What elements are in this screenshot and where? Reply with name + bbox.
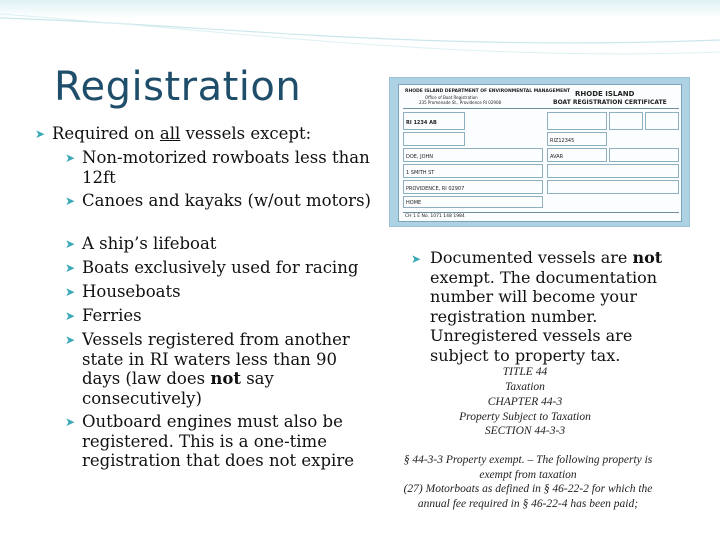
cert-agency: RHODE ISLAND DEPARTMENT OF ENVIRONMENTAL MANAGEMENT xyxy=(405,89,571,94)
bullet-arrow-icon: ➤ xyxy=(65,151,76,165)
cert-street: 1 SMITH ST xyxy=(406,170,435,176)
certificate-card xyxy=(398,84,682,222)
cert-field xyxy=(609,112,643,130)
bullet-arrow-icon: ➤ xyxy=(65,333,76,347)
documented-text: Documented vessels are xyxy=(430,248,633,267)
law-clause-motorboats: (27) Motorboats as defined in § 46-22-2 for which the annual fee required in § 46-22-4 has been paid; xyxy=(403,483,653,510)
law-chapter: CHAPTER 44-3 xyxy=(487,396,563,408)
cert-hin: RIZ12345 xyxy=(550,138,575,144)
intro-bullet xyxy=(35,124,372,144)
cert-make: AVAR xyxy=(550,154,564,160)
exception-text: Outboard engines must also be registered. This is a one-time registration that does not expire xyxy=(82,412,354,470)
cert-field xyxy=(645,112,679,130)
exception-text: Vessels registered from another state in RI waters less than 90 days (law does xyxy=(82,330,350,388)
cert-office: Office of Boat Registration xyxy=(425,95,478,100)
cert-field xyxy=(609,148,679,162)
cert-owner: DOE, JOHN xyxy=(406,154,434,160)
cert-field xyxy=(547,112,607,130)
cert-heading: BOAT REGISTRATION CERTIFICATE xyxy=(553,99,667,106)
slide-title: Registration xyxy=(54,64,302,110)
exception-text: Houseboats xyxy=(82,282,181,301)
bullet-arrow-icon: ➤ xyxy=(65,285,76,299)
cert-rule xyxy=(403,108,679,109)
law-subject: Taxation xyxy=(505,381,545,393)
exception-item xyxy=(65,258,372,278)
intro-underlined-word: all xyxy=(159,124,181,143)
bullet-arrow-icon: ➤ xyxy=(411,252,422,266)
documented-vessels-bullet xyxy=(411,248,690,365)
cert-rule xyxy=(403,212,679,213)
cert-reg-number: RI 1234 AB xyxy=(406,120,437,126)
cert-field xyxy=(547,180,679,194)
bullet-arrow-icon: ➤ xyxy=(65,261,76,275)
intro-text-end: vessels except: xyxy=(180,124,312,143)
exception-text-end: say consecutively) xyxy=(82,369,274,408)
exception-item xyxy=(65,412,372,471)
exception-item xyxy=(65,282,372,302)
bullet-arrow-icon: ➤ xyxy=(65,415,76,429)
documented-text-end: exempt. The documentation number will become your registration number. Unregistered vessels are subject to property tax. xyxy=(430,267,658,365)
bullet-arrow-icon: ➤ xyxy=(65,194,76,208)
cert-address: 235 Promenade St., Providence RI 02908 xyxy=(419,100,502,105)
cert-home-port: HOME xyxy=(406,200,422,206)
exception-text: Canoes and kayaks (w/out motors) xyxy=(82,191,371,210)
cert-state-heading: RHODE ISLAND xyxy=(575,90,635,98)
emphasis-not: not xyxy=(210,369,241,388)
bullet-arrow-icon: ➤ xyxy=(35,127,46,141)
bullet-arrow-icon: ➤ xyxy=(65,309,76,323)
exception-text: Ferries xyxy=(82,306,142,325)
emphasis-not: not xyxy=(632,248,663,267)
registration-certificate-image xyxy=(389,77,690,227)
cert-field xyxy=(547,164,679,178)
cert-field xyxy=(403,196,543,208)
cert-footer-code: CH 1 E No. 1071 148 1984 xyxy=(405,214,465,219)
exception-text: A ship’s lifeboat xyxy=(82,234,217,253)
law-title: TITLE 44 xyxy=(502,366,548,378)
exception-item xyxy=(65,148,372,187)
exception-item xyxy=(65,191,372,211)
cert-city: PROVIDENCE, RI 02907 xyxy=(406,186,465,192)
law-chapter-name: Property Subject to Taxation xyxy=(459,411,591,423)
intro-text: Required on xyxy=(52,124,160,143)
law-clause-exempt: § 44-3-3 Property exempt. – The following property is exempt from taxation xyxy=(403,454,653,481)
exception-item xyxy=(65,234,372,254)
bullet-arrow-icon: ➤ xyxy=(65,237,76,251)
exception-text: Boats exclusively used for racing xyxy=(82,258,359,277)
law-section: SECTION 44-3-3 xyxy=(484,425,566,437)
exception-text: Non-motorized rowboats less than 12ft xyxy=(82,148,370,187)
exception-item xyxy=(65,306,372,326)
cert-field xyxy=(403,132,465,146)
exception-item xyxy=(65,330,372,408)
